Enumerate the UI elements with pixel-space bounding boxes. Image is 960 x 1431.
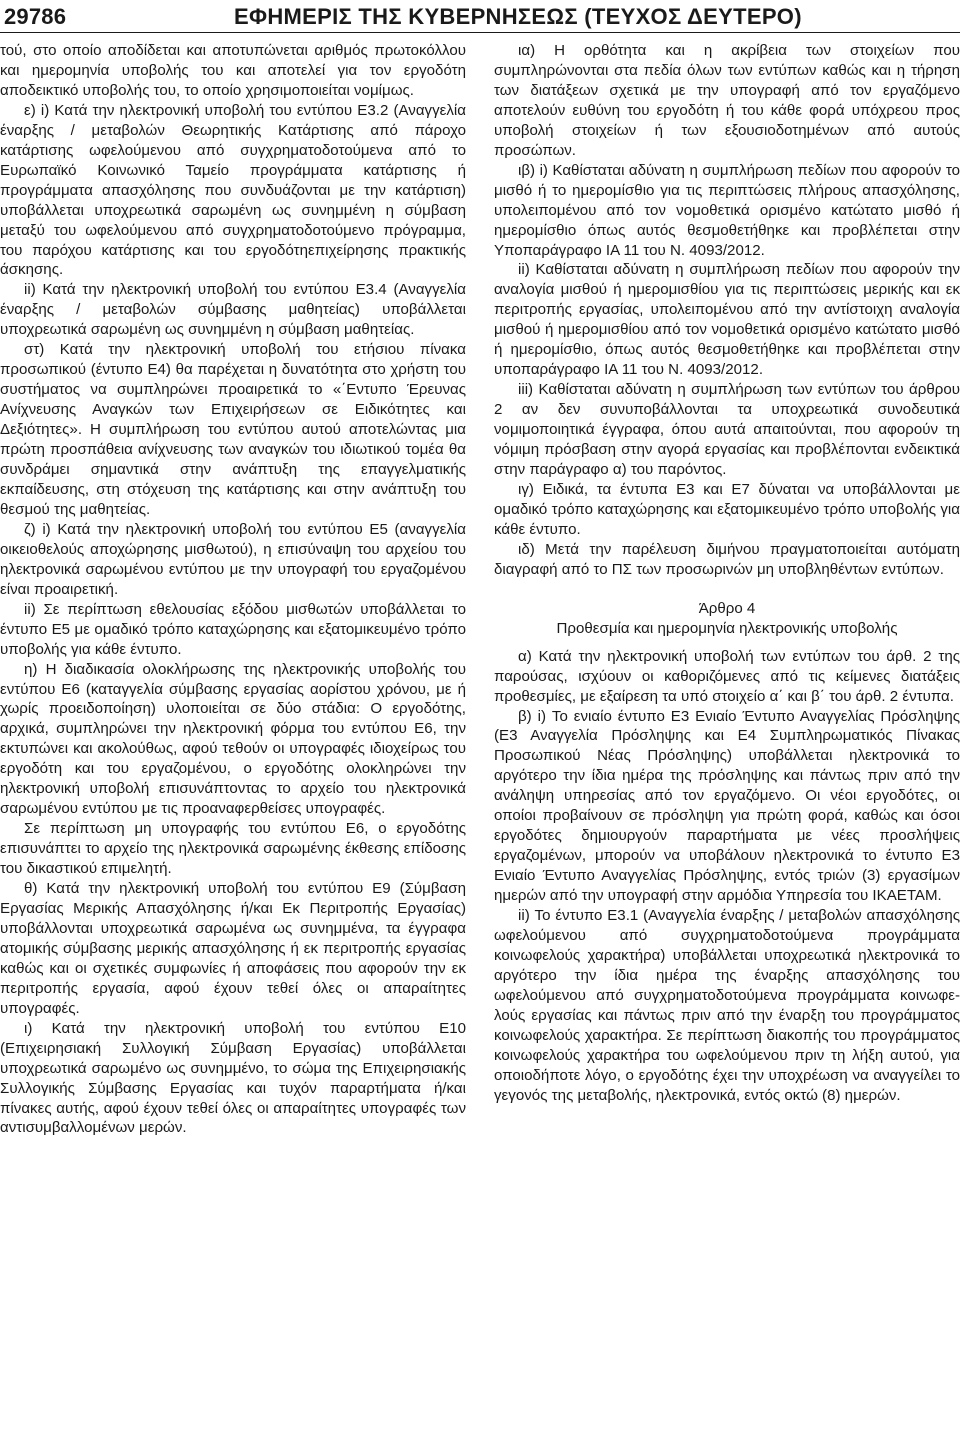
- paragraph: ii) Καθίσταται αδύνατη η συμπλήρωση πεδίων που αφορούν την αναλογία μισθού ή ημερομισθίου για τις περιπτώσεις μερικής και εκ περιτροπής εργασίας, υπολειπομένου από την αντίστοιχη αναλογία μισθού ή ημερομισθίου από τον νομοθετικά ορισμένο κατώτατο μισθό ή ημερομίσθιο, όπως αυτός θεσμοθετήθηκε και προβλέπεται στην υποπαράγραφο ΙΑ 11 του Ν. 4093/2012.: [494, 261, 960, 379]
- paragraph: ια) Η ορθότητα και η ακρίβεια των στοιχείων που συμπληρώνονται στα πεδία όλων των εντύπων καθώς και η τήρηση των διατάξεων σχετικά με την υπογραφή από τον εργαζόμενο αποτελούν ευθύνη του εργοδότη ή του κάθε φορά υπόχρεου προς υποβολή στοιχείων ή των εξουσιοδοτημένων από αυτούς προσώπων.: [494, 42, 960, 159]
- page-header: [0, 0, 960, 36]
- article-title: Άρθρο 4: [698, 599, 756, 617]
- journal-title: ΕΦΗΜΕΡΙΣ ΤΗΣ ΚΥΒΕΡΝΗΣΕΩΣ (ΤΕΥΧΟΣ ΔΕΥΤΕΡΟ): [234, 4, 802, 29]
- page-number: 29786: [4, 4, 67, 29]
- article-subtitle: Προθεσμία και ημερομηνία ηλεκτρονικής υποβολής: [556, 619, 898, 637]
- paragraph: Σε περίπτωση μη υπογραφής του εντύπου Ε6, ο εργοδότης επισυνάπτει το αρχείο της ηλεκτρονικά σαρωμένης έκθεσης επίδοσης του δικαστικού επιμελητή.: [0, 820, 466, 878]
- header-rule: [0, 32, 960, 33]
- paragraph: iii) Καθίσταται αδύνατη η συμπλήρωση των εντύπων του άρθρου 2 αν δεν συνυποβάλλονται τα υποχρεωτικά συνοδευτικά νομιμοποιητικά έγγραφα, όπου αυτά απαιτούνται, που αφορούν τη νόμιμη πρόσβαση στην αγορά εργασίας και προβλέπονται ενδεικτικά στην παράγραφο α) του παρόντος.: [494, 381, 960, 479]
- paragraph: η) Η διαδικασία ολοκλήρωσης της ηλεκτρονικής υποβολής του εντύπου Ε6 (καταγγελία σύμβασης εργασίας αορίστου χρόνου, με ή χωρίς προειδοποίηση) υλοποιείται σε δύο στάδια: Ο εργοδότης, αρχικά, συμπληρώνει την ηλεκτρονική φόρμα του εντύπου Ε6, την εκτυπώνει και ακολούθως, αφού τεθούν οι υπογραφές ιδιοχείρως του εργοδότη και του εργαζομένου, ο εργοδότης ολοκληρώνει την ηλεκτρονική υποβολή επισυνάπτοντας το αρχείο του ηλεκτρονικά σαρωμένου εντύπου με τις προαναφερθείσες υπογραφές.: [0, 660, 466, 818]
- paragraph: ζ) i) Κατά την ηλεκτρονική υποβολή του εντύπου Ε5 (αναγγελία οικειοθελούς αποχώρησης μισθωτού), η επισύναψη του αρχείου του ηλεκτρονικά σαρωμένου εντύπου με την υπογραφή του εργαζομένου είναι προαιρετική.: [0, 520, 466, 598]
- paragraph: ιγ) Ειδικά, τα έντυπα Ε3 και Ε7 δύναται να υποβάλλονται με ομαδικό τρόπο καταχώρησης και εξατομικευμένο τρόπο υποβολής για κάθε έντυπο.: [494, 480, 960, 538]
- paragraph: α) Κατά την ηλεκτρονική υποβολή των εντύπων του άρθ. 2 της παρούσας, ισχύουν οι καθοριζόμενες από τις κείμενες διατάξεις προθεσμίες, με εξαίρεση τα υπό στοιχείο α΄ και β΄ του άρθ. 2 έντυπα.: [494, 647, 960, 705]
- paragraph: ιβ) i) Καθίσταται αδύνατη η συμπλήρωση πεδίων που αφορούν το μισθό ή το ημερομίσθιο για τις περιπτώσεις πλήρους απασχόλησης, υπολειπομένου από τον νομοθετικά ορισμένο κατώτατο μισθό ή ημερομίσθιο όπως αυτός θεσμοθετήθηκε και προβλέπεται στην Υποπαράγραφο ΙΑ 11 του Ν. 4093/2012.: [494, 161, 960, 259]
- paragraph: τού, στο οποίο αποδίδεται και αποτυπώνεται αριθμός πρωτοκόλλου και ημερομηνία υποβολής του και αποτελεί για τον εργοδότη αποδεικτικό υποβολής του, το οποίο χρησιμοποιείται νομίμως.: [0, 42, 466, 99]
- paragraph: ι) Κατά την ηλεκτρονική υποβολή του εντύπου Ε10 (Επιχειρησιακή Συλλογική Σύμβαση Εργασίας) υποβάλλεται υποχρεωτικά σαρωμένο ως συνημμένο, το σώμα της Επιχειρησιακής Συλλογικής Σύμβασης Εργασίας και τυχόν παραρτήματα ή/και πίνακες αυτής, αφού έχουν τεθεί όλες οι απαραίτητες υπογραφές των αντισυμβαλλομένων μερών.: [0, 1019, 466, 1137]
- paragraph: ιδ) Μετά την παρέλευση διμήνου πραγματοποιείται αυτόματη διαγραφή από το ΠΣ των προσωρινών μη υποβληθέντων εντύπων.: [494, 540, 960, 578]
- left-column: [0, 41, 466, 1138]
- right-column: [494, 41, 960, 1106]
- paragraph: ii) Κατά την ηλεκτρονική υποβολή του εντύπου Ε3.4 (Αναγγελία έναρξης / μεταβολών σύμβασης μαθητείας) υποβάλλεται υποχρεωτικά σαρωμένη ως συνημμένη η σύμβαση μαθητείας.: [0, 281, 466, 339]
- paragraph: θ) Κατά την ηλεκτρονική υποβολή του εντύπου Ε9 (Σύμβαση Εργασίας Μερικής Απασχόλησης ή/και Εκ Περιτροπής Εργασίας) υποβάλλονται υποχρεωτικά σαρωμένα ως συνημμένα, τα έγγραφα ατομικής σύμβασης μερικής απασχόλησης ή εκ περιτροπής εργασίας καθώς και οι σχετικές συμφωνίες ή αποφάσεις που αφορούν την εκ περιτροπής εργασία, αφού έχουν τεθεί όλες οι απαραίτητες υπογραφές.: [0, 880, 466, 1017]
- paragraph: ii) Το έντυπο Ε3.1 (Αναγγελία έναρξης / μεταβολών απασχόλησης ωφελούμενου από συγχρηματοδοτούμενα προγράμματα κοινωφελούς χαρακτήρα) υποβάλλεται υποχρεωτικά ηλεκτρονικά το αργότερο την ίδια ημέρα της έναρξης απασχόλησης του ωφελούμενου από συγχρηματοδοτούμενα προγράμματα κοινωφελούς εργασίας και πάντως πριν από την έναρξη του προγράμματος κοινωφελούς χαρακτήρα. Σε περίπτωση διακοπής του προγράμματος κοινωφελούς χαρακτήρα του ωφελούμενου πριν τη λήξη αυτού, για οποιοδήποτε λόγο, ο εργοδότης έχει την υποχρέωση να αναγγείλει το γεγονός της μεταβολής, ηλεκτρονικά, εντός οκτώ (8) ημερών.: [494, 907, 960, 1104]
- paragraph: ii) Σε περίπτωση εθελουσίας εξόδου μισθωτών υποβάλλεται το έντυπο Ε5 με ομαδικό τρόπο καταχώρησης και εξατομικευμένο τρόπο υποβολής για κάθε έντυπο.: [0, 600, 466, 658]
- paragraph: ε) i) Κατά την ηλεκτρονική υποβολή του εντύπου Ε3.2 (Αναγγελία έναρξης / μεταβολών Θεωρητικής Κατάρτισης από πάροχο κατάρτισης ωφελούμενου από συγχρηματοδοτούμενα από το Ευρωπαϊκό Κοινωνικό Ταμείο προγράμματα κατάρτισης ή προγράμματα απασχόλησης που συνδυάζονται με την κατάρτιση) υποβάλλεται υποχρεωτικά σαρωμένη ως συνημμένη η σύμβαση μεταξύ του ωφελούμενου από συγχρηματοδοτούμενο πρόγραμμα, του παρόχου κατάρτισης και του εργοδότηεπιχείρησης πρακτικής άσκησης.: [0, 101, 466, 279]
- paragraph: στ) Κατά την ηλεκτρονική υποβολή του ετήσιου πίνακα προσωπικού (έντυπο Ε4) θα παρέχεται η δυνατότητα στο χρήστη του συστήματος να συμπληρώνει προαιρετικά το «΄Εντυπο Έρευνας Ανίχνευσης Αναγκών των Επιχειρήσεων σε Ειδικότητες και Δεξιότητες». Η συμπλήρωση του εντύπου αυτού αποτελώντας μια πρώτη προσπάθεια ανίχνευσης των αναγκών του ιδιωτικού τομέα θα συνδράμει σημαντικά στην ανάπτυξη της επαγγελματικής εκπαίδευσης, στη στόχευση της κατάρτισης και στην ανάπτυξη του θεσμού της μαθητείας.: [0, 341, 466, 518]
- paragraph: β) i) Το ενιαίο έντυπο Ε3 Ενιαίο Έντυπο Αναγγελίας Πρόσληψης (Ε3 Αναγγελία Πρόσληψης και Ε4 Συμπληρωματικός Πίνακας Προσωπικού Νέας Πρόσληψης) υποβάλλεται ηλεκτρονικά το αργότερο την ίδια ημέρα της πρόσληψης και πάντως πριν από την ανάληψη υπηρεσίας από τον εργαζόμενο. Οι νέοι εργοδότες, οι οποίοι προβαίνουν σε πρόσληψη για πρώτη φορά, καθώς και όσοι εργοδότες δημιουργούν παραρτήματα με νέες προσλήψεις εργαζομένων, μπορούν να υποβάλουν ηλεκτρονικά το έντυπο Ε3 Ενιαίο Έντυπο Αναγγελίας Πρόσληψης, εντός τριών (3) εργασίμων ημερών από την υπογραφή στην αρμόδια Υπηρεσία του ΙΚΑΕΤΑΜ.: [494, 707, 960, 905]
